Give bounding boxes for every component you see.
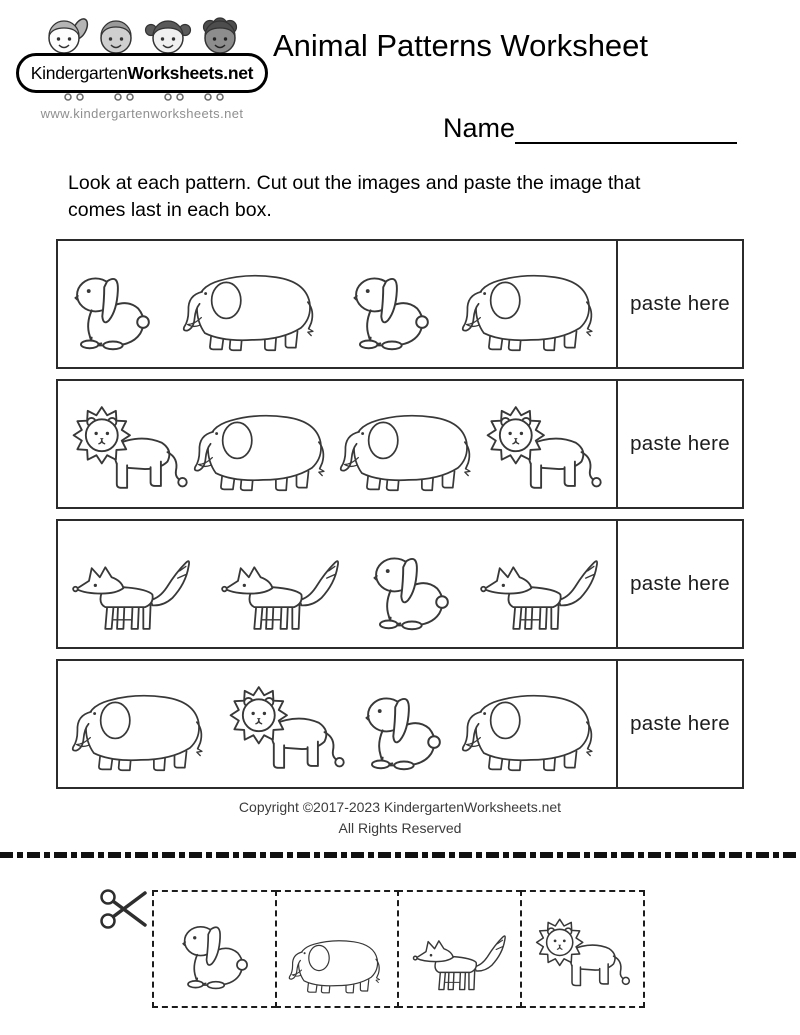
elephant-image [458,261,604,357]
rabbit-image [359,680,447,777]
paste-here-box [616,381,742,507]
cutout-box [152,890,277,1008]
page-title: Animal Patterns Worksheet [273,28,649,63]
elephant-image [458,681,604,777]
fox-image [217,551,345,637]
paste-here-box [616,661,742,787]
lion-image [482,397,604,497]
fox-image [68,551,196,637]
pattern-sequence [58,381,616,507]
name-blank-line [515,112,737,144]
rabbit-image [367,540,455,637]
paste-here-box [616,521,742,647]
name-field [443,112,737,144]
instructions-text [68,170,640,225]
paste-here-label: paste here [630,572,730,595]
elephant-image [68,681,214,777]
cutout-box [275,890,400,1008]
logo-brand-regular: Kindergarten [30,62,128,83]
paste-here-label: paste here [630,292,730,315]
rabbit-image [347,260,435,357]
fox-image [476,551,604,637]
copyright-line: Copyright ©2017-2023 KindergartenWorksheets.net [238,799,562,815]
instructions-line1: Look at each pattern. Cut out the images and paste the image that [68,172,641,194]
lion-image [532,908,632,996]
cut-line [0,852,800,858]
pattern-row [56,379,744,509]
cutout-box [520,890,645,1008]
fox-image [408,928,512,996]
paste-here-label: paste here [630,712,730,735]
instructions-line2: comes last in each box. [68,199,272,222]
scissors-icon [99,885,153,933]
website-url: www.kindergartenworksheets.net [40,106,244,121]
pattern-row [56,239,744,369]
name-label: Name [443,113,516,143]
elephant-image [286,932,388,996]
logo-banner [16,53,268,93]
cutout-strip [152,890,645,1008]
pattern-sequence [58,661,616,787]
rabbit-image [177,910,253,996]
paste-here-box [616,241,742,367]
paste-here-label: paste here [630,432,730,455]
elephant-image [190,401,336,497]
pattern-row [56,659,744,789]
rights-line: All Rights Reserved [338,820,462,836]
lion-image [225,677,347,777]
site-logo [16,6,268,121]
cutout-box [397,890,522,1008]
logo-brand-bold: Worksheets.net [127,62,254,83]
kids-feet-illustration [42,92,242,104]
elephant-image [336,401,482,497]
lion-image [68,397,190,497]
rabbit-image [68,260,156,357]
pattern-rows [56,239,744,799]
pattern-sequence [58,241,616,367]
elephant-image [179,261,325,357]
pattern-sequence [58,521,616,647]
copyright-notice [0,797,800,839]
pattern-row [56,519,744,649]
